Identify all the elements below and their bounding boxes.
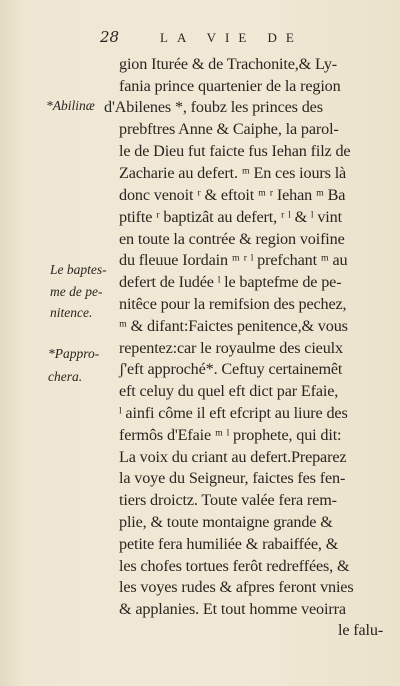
text-line-11: defert de Iudée ˡ le baptefme de pe- <box>119 273 342 291</box>
text-line-22: plie, & toute montaigne grande & <box>119 513 333 531</box>
text-line-3: d'Abilenes *, foubz les princes des <box>104 98 323 116</box>
text-line-10: du fleuue Iordain ᵐ ʳ ˡ prefchant ᵐ au <box>119 251 348 269</box>
page-number: 28 <box>100 28 120 46</box>
margin-note-baptesme-1: Le baptes- <box>50 262 107 277</box>
text-line-6: Zacharie au defert. ᵐ En ces iours là <box>119 164 347 182</box>
text-line-1: gion Iturée & de Trachonite,& Ly- <box>119 55 338 73</box>
margin-note-baptesme-3: nitence. <box>50 305 93 320</box>
text-line-9: en toute la contrée & region voifine <box>119 230 345 248</box>
text-line-17: ˡ ainfi côme il eft efcript au liure des <box>119 404 348 422</box>
text-line-5: le de Dieu fut faicte fus Iehan filz de <box>119 142 351 160</box>
text-line-20: la voye du Seigneur, faictes fes fen- <box>119 469 346 487</box>
text-line-2: fania prince quartenier de la region <box>119 77 341 95</box>
text-line-26: & applanies. Et tout homme veoirra <box>119 600 346 618</box>
margin-note-baptesme-2: me de pe- <box>50 284 103 299</box>
text-line-24: les chofes tortues ferôt redreffées, & <box>119 557 350 575</box>
text-line-13: ᵐ & difant:Faictes penitence,& vous <box>119 317 348 335</box>
text-line-12: nitêce pour la remifsion des pechez, <box>119 295 347 313</box>
text-line-4: prebftres Anne & Caiphe, la parol- <box>119 120 339 138</box>
text-line-21: tiers droictz. Toute valée fera rem- <box>119 491 337 509</box>
text-line-8: ptifte ʳ baptizât au defert, ʳ ˡ & ˡ vint <box>119 208 342 226</box>
running-head: LA VIE DE <box>160 30 303 45</box>
text-line-18: fermôs d'Efaie ᵐ ˡ prophete, qui dit: <box>119 426 342 444</box>
margin-note-approchera-1: *Pappro- <box>48 346 100 361</box>
margin-note-abilinae: *Abilinæ <box>46 98 95 113</box>
text-line-19: La voix du criant au defert.Preparez <box>119 448 347 466</box>
text-line-14: repentez:car le royaulme des cieulx <box>119 339 343 357</box>
margin-note-approchera-2: chera. <box>48 369 83 384</box>
page-header <box>100 28 400 48</box>
text-line-16: eft celuy du quel eft dict par Efaie, <box>119 382 339 400</box>
text-line-23: petite fera humiliée & rabaiffée, & <box>119 535 339 553</box>
text-line-15: ʃ'eft approché*. Ceftuy certainemêt <box>119 360 343 378</box>
text-line-7: donc venoit ʳ & eftoit ᵐ ʳ Iehan ᵐ Ba <box>119 186 346 204</box>
text-line-25: les voyes rudes & afpres feront vnies <box>119 578 354 596</box>
text-line-27-catchword: le falu- <box>338 621 384 639</box>
